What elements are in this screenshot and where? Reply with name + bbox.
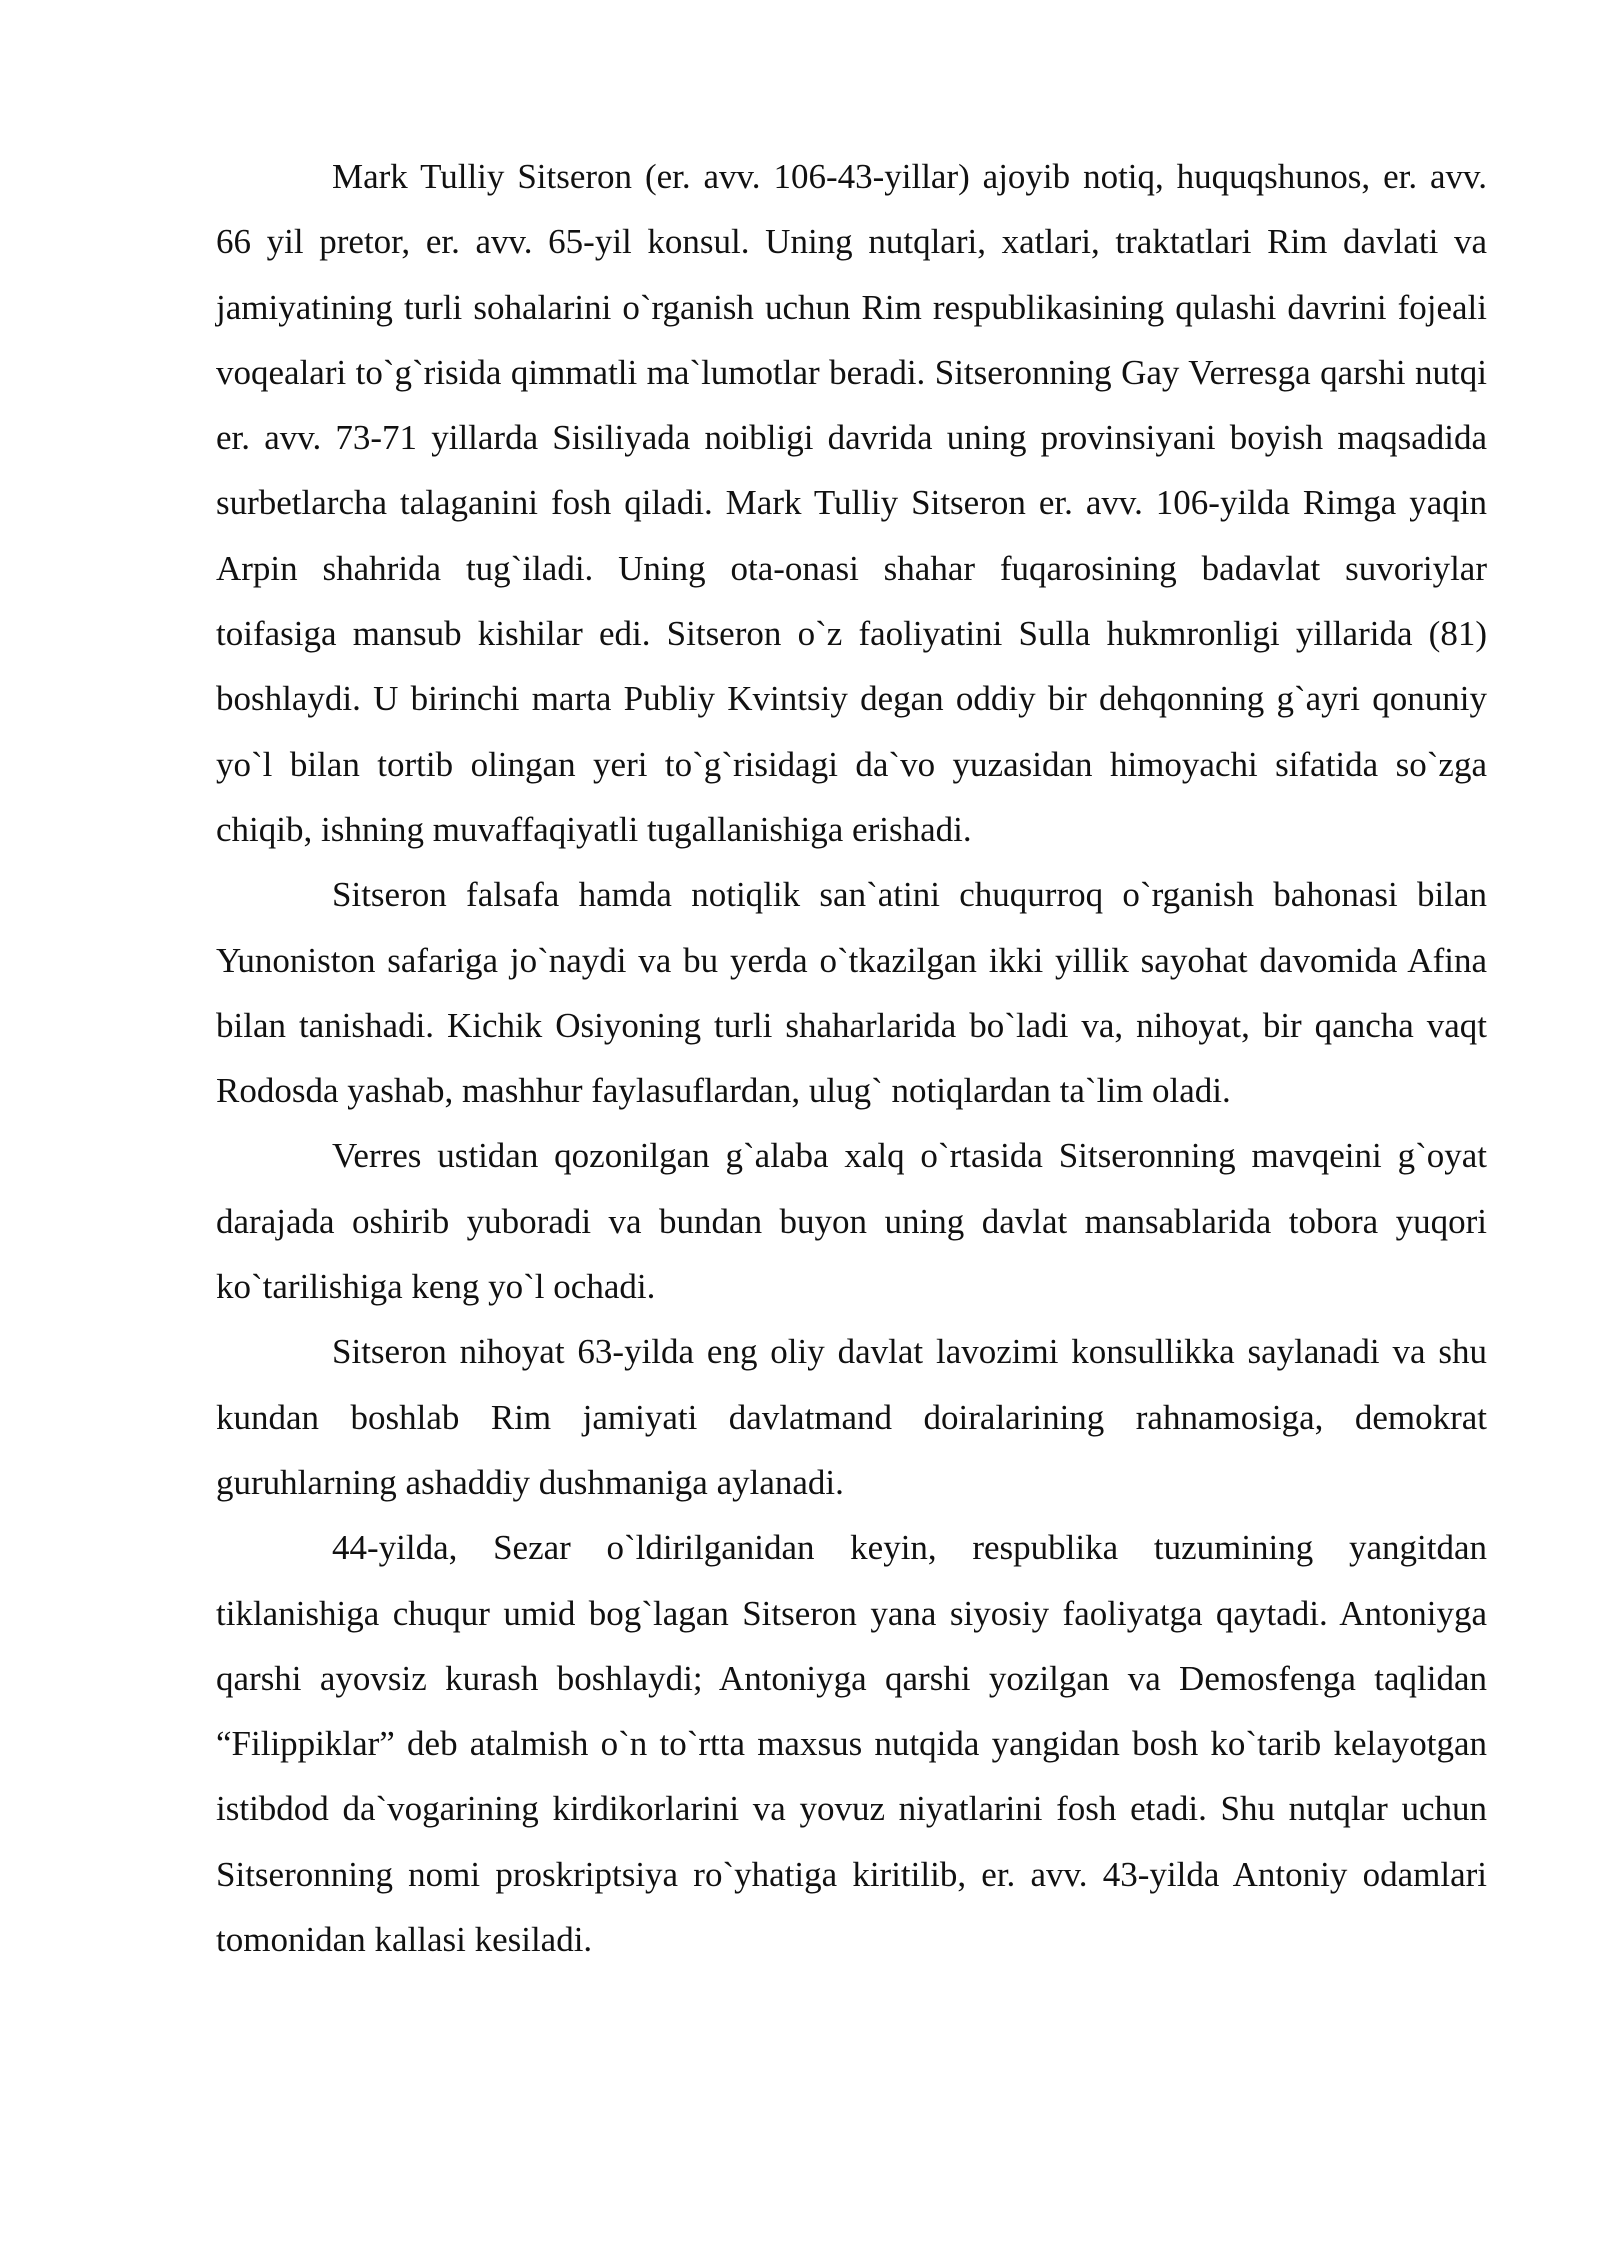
paragraph-4: Sitseron nihoyat 63-yilda eng oliy davlat lavozimi konsullikka saylanadi va shu kundan boshlab Rim jamiyati davlatmand doiralarining rahnamosiga, demokrat guruhlarning ashaddiy dushmaniga aylanadi. (216, 1332, 1487, 1502)
paragraph-3: Verres ustidan qozonilgan g`alaba xalq o`rtasida Sitseronning mavqeini g`oyat darajada oshirib yuboradi va bundan buyon uning davlat mansablarida tobora yuqori ko`tarilishiga keng yo`l ochadi. (216, 1136, 1487, 1307)
document-body (216, 144, 1487, 1972)
paragraph-1: Mark Tulliy Sitseron (er. avv. 106-43-yillar) ajoyib notiq, huquqshunos, er. avv. 66 yil pretor, er. avv. 65-yil konsul. Uning nutqlari, xatlari, traktatlari Rim davlati va jamiyatining turli sohalarini o`rganish uchun Rim respublikasining qulashi davrini fojeali voqealari to`g`risida qimmatli ma`lumotlar beradi. Sitseronning Gay Verresga qarshi nutqi er. avv. 73-71 yillarda Sisiliyada noibligi davrida uning provinsiyani boyish maqsadida surbetlarcha talaganini fosh qiladi. Mark Tulliy Sitseron er. avv. 106-yilda Rimga yaqin Arpin shahrida tug`iladi. Uning ota-onasi shahar fuqarosining badavlat suvoriylar toifasiga mansub kishilar edi. Sitseron o`z faoliyatini Sulla hukmronligi yillarida (81) boshlaydi. U birinchi marta Publiy Kvintsiy degan oddiy bir dehqonning g`ayri qonuniy yo`l bilan tortib olingan yeri to`g`risidagi da`vo yuzasidan himoyachi sifatida so`zga chiqib, ishning muvaffaqiyatli tugallanishiga erishadi. (216, 157, 1487, 849)
paragraph-5: 44-yilda, Sezar o`ldirilganidan keyin, respublika tuzumining yangitdan tiklanishiga chuqur umid bog`lagan Sitseron yana siyosiy faoliyatga qaytadi. Antoniyga qarshi ayovsiz kurash boshlaydi; Antoniyga qarshi yozilgan va Demosfenga taqlidan “Filippiklar” deb atalmish o`n to`rtta maxsus nutqida yangidan bosh ko`tarib kelayotgan istibdod da`vogarining kirdikorlarini va yovuz niyatlarini fosh etadi. Shu nutqlar uchun Sitseronning nomi proskriptsiya ro`yhatiga kiritilib, er. avv. 43-yilda Antoniy odamlari tomonidan kallasi kesiladi. (216, 1528, 1487, 1960)
paragraph-2: Sitseron falsafa hamda notiqlik san`atini chuqurroq o`rganish bahonasi bilan Yunoniston safariga jo`naydi va bu yerda o`tkazilgan ikki yillik sayohat davomida Afina bilan tanishadi. Kichik Osiyoning turli shaharlarida bo`ladi va, nihoyat, bir qancha vaqt Rodosda yashab, mashhur faylasuflardan, ulug` notiqlardan ta`lim oladi. (216, 875, 1487, 1111)
